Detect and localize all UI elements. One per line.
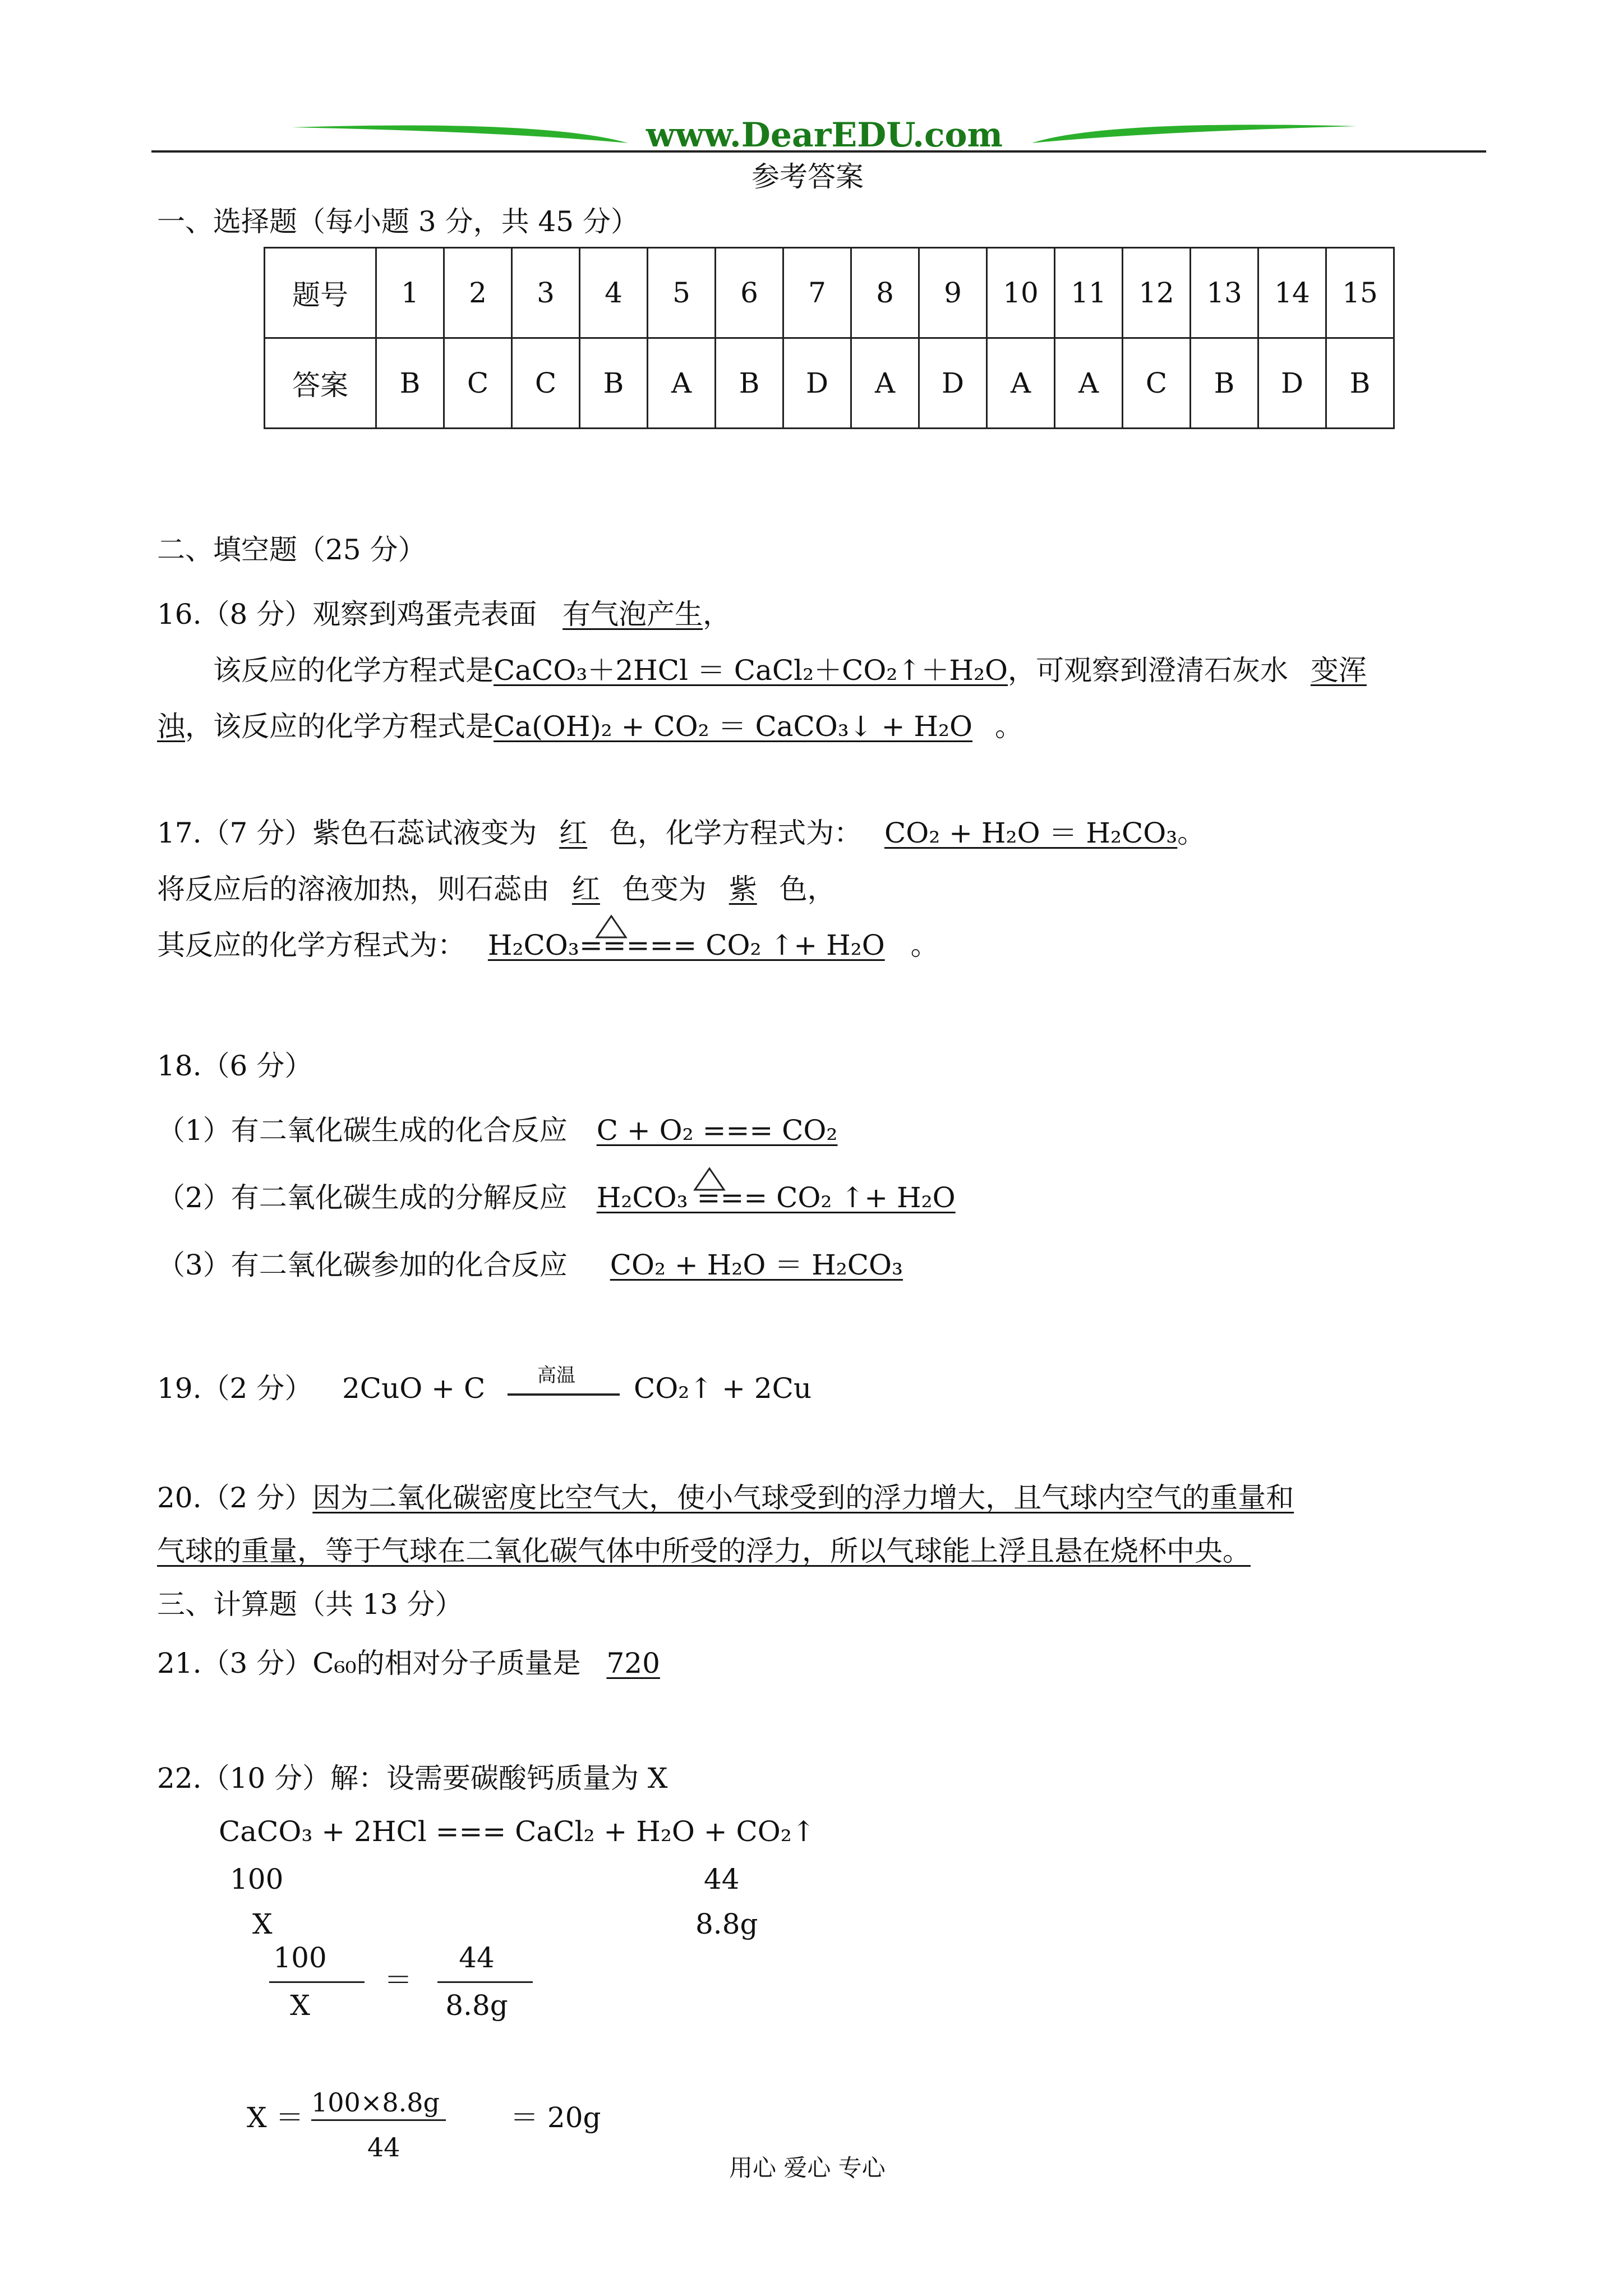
q19-left: 2CuO + C [342,1372,486,1405]
heat-triangle-icon [594,914,628,939]
q16-comma: ， [703,598,731,631]
q20-label: 20.（2 分） [157,1481,313,1514]
answer-table [264,247,1395,429]
section2-heading: 二、填空题（25 分） [157,533,426,566]
page-footer: 用心 爱心 专心 [729,2154,886,2182]
q22-x-den: 44 [367,2132,400,2162]
table-row-numbers [265,248,1394,338]
table-cell: B [1191,338,1258,429]
heat-triangle-icon [693,1167,726,1191]
table-cell: C [1123,338,1191,429]
q16-line2-text-b: ，可观察到澄清石灰水 [1008,654,1288,687]
q22-label: 22.（10 分）解：设需要碳酸钙质量为 X [157,1762,668,1795]
q22-mass-co2: 44 [704,1863,740,1895]
q16-equation1: CaCO₃＋2HCl ＝ CaCl₂＋CO₂↑＋H₂O [494,654,1008,687]
table-cell: 15 [1326,248,1394,338]
table-cell: 10 [987,248,1055,338]
site-logo [292,109,1357,165]
q18-item-1 [157,1114,837,1147]
table-cell: 5 [648,248,716,338]
table-cell: A [851,338,919,429]
q17-line2-text: 将反应后的溶液加热，则石蕊由 [157,873,550,905]
q17-answer2: 红 [571,873,600,905]
q20-answer-line1: 因为二氧化碳密度比空气大，使小气球受到的浮力增大，且气球内空气的重量和 [312,1481,1294,1514]
q16-end: 。 [994,710,1023,743]
q17-line2 [157,872,836,906]
q17-mid: 色，化学方程式为： [610,817,863,849]
q20-answer-line2: 气球的重量，等于气球在二氧化碳气体中所受的浮力，所以气球能上浮且悬在烧杯中央。 [157,1535,1251,1567]
q16-label: 16.（8 分）观察到鸡蛋壳表面 [157,598,537,631]
q22-var-x: X [252,1908,273,1940]
table-cell: 14 [1258,248,1326,338]
header-rule [151,150,1486,153]
q22-x-label: X ＝ [247,2101,304,2134]
table-cell: B [716,338,783,429]
q16-line3 [157,710,1023,743]
table-cell: 4 [580,248,648,338]
q18-item-equation: C + O₂ === CO₂ [596,1114,838,1147]
section1-heading: 一、选择题（每小题 3 分，共 45 分） [157,205,639,238]
q22-frac1-num: 100 [273,1941,327,1974]
q17-end3: 。 [910,929,939,961]
table-cell: 8 [851,248,919,338]
q22-eq-sign: ＝ [384,1964,412,1996]
table-cell: 9 [919,248,987,338]
q18-label: 18.（6 分） [157,1050,313,1082]
q18-item-text: （3）有二氧化碳参加的化合反应 [157,1249,568,1281]
table-cell: A [1055,338,1123,429]
table-cell: D [1258,338,1326,429]
q17-answer1: 红 [559,817,588,849]
q22-x-result: ＝ 20g [510,2101,601,2134]
table-cell: 12 [1123,248,1191,338]
q16-answer2b: 浊 [157,710,185,743]
table-row-answers [265,338,1394,429]
q20-line1 [157,1481,1294,1515]
row-label-number: 题号 [265,248,376,338]
q18-item-equation: CO₂ + H₂O ＝ H₂CO₃ [610,1249,903,1281]
q17-end1: 。 [1177,817,1206,849]
q16-line3-text: ，该反应的化学方程式是 [185,710,494,743]
q22-frac2-num: 44 [459,1941,495,1974]
q22-frac1-den: X [290,1989,310,2022]
q18-item-2 [157,1181,956,1214]
table-cell: B [1326,338,1394,429]
table-cell: 2 [444,248,512,338]
table-cell: D [919,338,987,429]
q16-line2 [213,654,1367,687]
table-cell: 13 [1191,248,1258,338]
table-cell: C [512,338,580,429]
q22-var-co2: 8.8g [695,1908,758,1940]
table-cell: C [444,338,512,429]
page-title: 参考答案 [751,160,864,193]
q22-equation: CaCO₃ + 2HCl === CaCl₂ + H₂O + CO₂↑ [219,1815,815,1848]
q22-mass-caco3: 100 [230,1863,284,1895]
q22-frac2-den: 8.8g [445,1989,508,2022]
logo-text: www.DearEDU.com [645,116,1003,155]
table-cell: A [648,338,716,429]
q17-equation1: CO₂ + H₂O ＝ H₂CO₃ [884,817,1178,849]
q17-label: 17.（7 分）紫色石蕊试液变为 [157,817,537,849]
table-cell: A [987,338,1055,429]
q16-equation2: Ca(OH)₂ + CO₂ ＝ CaCO₃↓ + H₂O [494,710,973,743]
q20-line2 [157,1534,1251,1568]
table-cell: 1 [376,248,444,338]
table-cell: 6 [716,248,783,338]
q17-equation2: H₂CO₃===== CO₂ ↑+ H₂O [487,929,885,961]
table-cell: 11 [1055,248,1123,338]
q16-line1 [157,597,731,631]
q18-item-equation: H₂CO₃ === CO₂ ↑+ H₂O [596,1181,956,1214]
row-label-answer: 答案 [265,338,376,429]
section3-heading: 三、计算题（共 13 分） [157,1588,463,1621]
q17-line2-text-b: 色变为 [622,873,707,905]
q16-line2-text: 该反应的化学方程式是 [213,654,494,687]
q21-answer: 720 [606,1647,660,1680]
q17-line3-text: 其反应的化学方程式为： [157,929,465,961]
table-cell: 3 [512,248,580,338]
q17-line2-text-c: 色， [779,873,836,905]
q22-frac1-bar [269,1981,365,1983]
q19-right: CO₂↑ + 2Cu [634,1372,812,1405]
table-cell: B [376,338,444,429]
q16-answer1: 有气泡产生 [562,598,703,631]
q17-answer3: 紫 [728,873,757,905]
q19-label: 19.（2 分） [157,1372,313,1405]
q17-line1 [157,816,1205,850]
q22-x-bar [311,2119,446,2121]
table-cell: B [580,338,648,429]
table-cell: 7 [783,248,851,338]
q22-x-num: 100×8.8g [311,2087,440,2118]
q21-label: 21.（3 分）C₆₀的相对分子质量是 [157,1647,581,1680]
q16-answer2a: 变浑 [1310,654,1367,687]
table-cell: D [783,338,851,429]
q19-condition: 高温 [537,1364,575,1387]
q22-frac2-bar [437,1981,533,1983]
q19-reaction-arrow [508,1393,620,1396]
q18-item-text: （2）有二氧化碳生成的分解反应 [157,1181,568,1214]
q18-item-text: （1）有二氧化碳生成的化合反应 [157,1114,568,1147]
q18-item-3 [157,1248,903,1282]
q21-line [157,1646,660,1680]
q17-line3 [157,928,939,962]
